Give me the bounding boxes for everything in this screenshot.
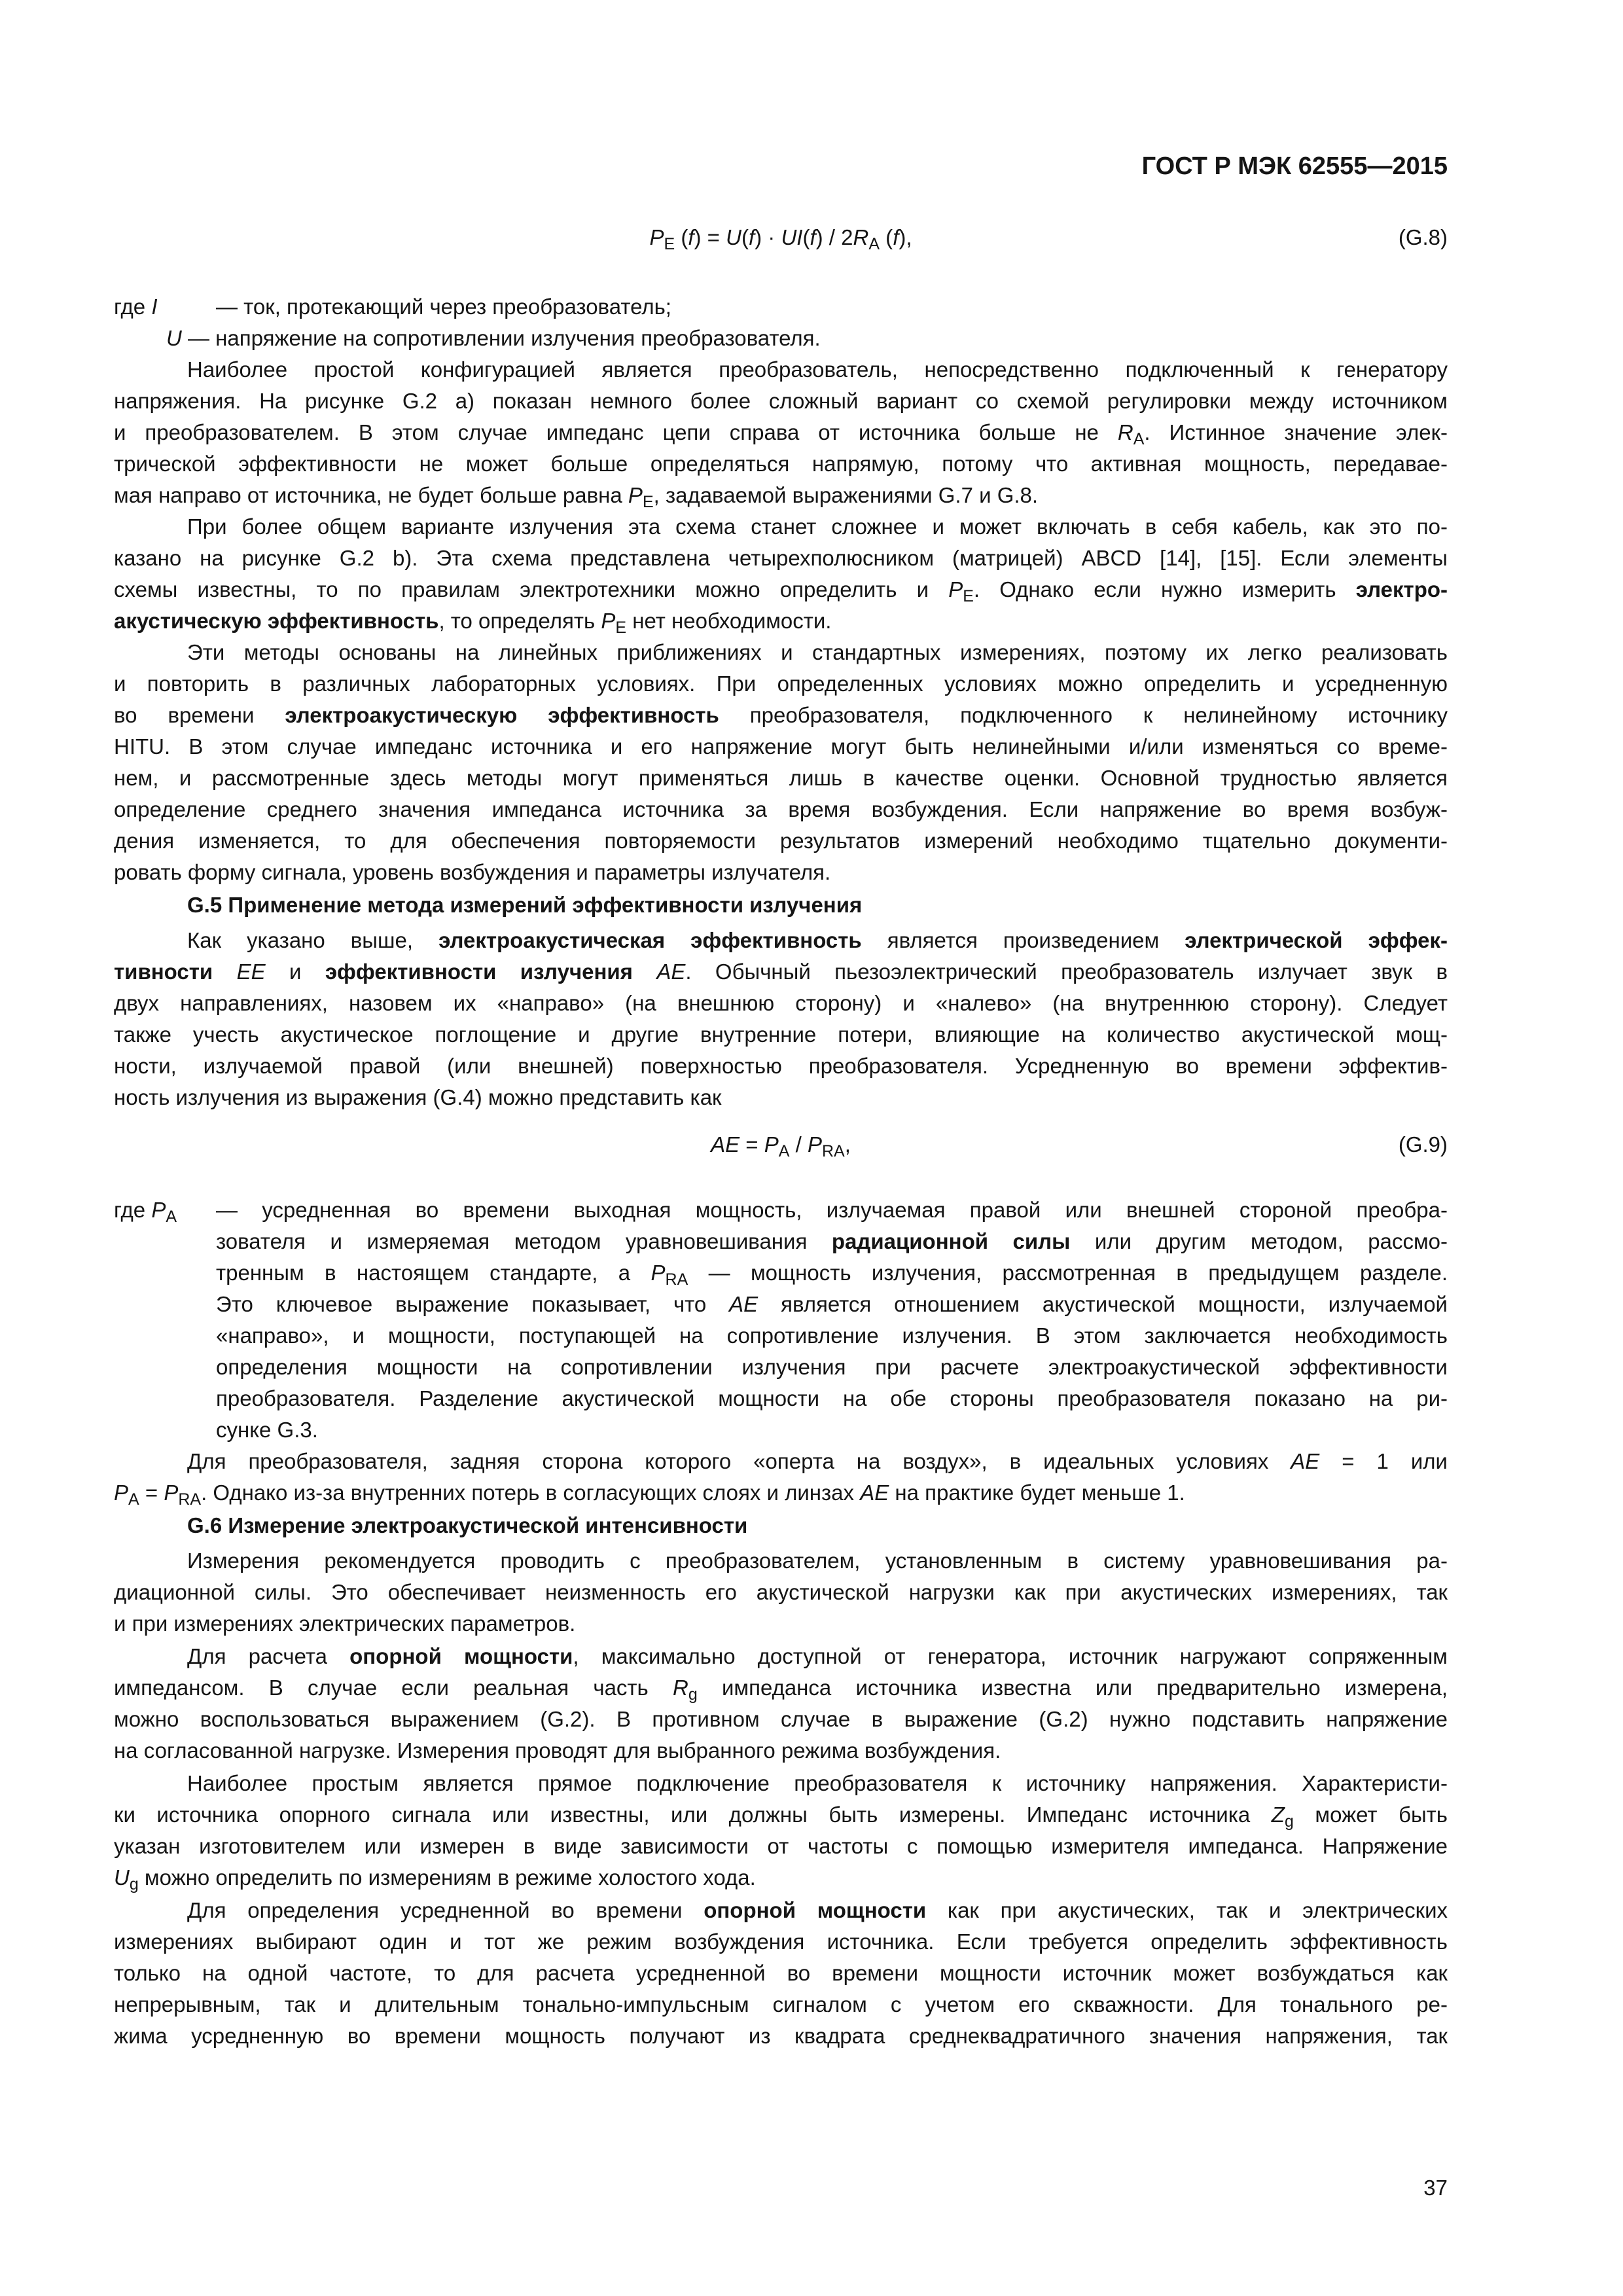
para4-line-2: тивности EE и эффективности излучения AE. Обычный пьезоэлектрический преобразователь излучает звук в (114, 960, 1448, 984)
para2-line-4: акустическую эффективность, то определять $P_E$ нет необходимости. (114, 609, 832, 636)
para9-line-5: жима усредненную во времени мощность получают из квадрата среднеквадратичного значения напряжения, так (114, 2024, 1448, 2048)
where-g9-line-7: преобразователя. Разделение акустической мощности на обе стороны преобразователя показано на ри- (216, 1386, 1448, 1410)
where-g9-symbol: где $P_A$ (114, 1198, 177, 1226)
section-g5-heading: G.5 Применение метода измерений эффективности излучения (187, 893, 863, 917)
para2-line-3: схемы известны, то по правилам электротехники можно определить и $P_E$. Однако если нужно измерить электро- (114, 577, 1448, 605)
where-g9-line-1: — усредненная во времени выходная мощность, излучаемая правой или внешней стороной преобра- (216, 1198, 1448, 1222)
formula-g9-number: (G.9) (1398, 1132, 1448, 1157)
section-g6-heading: G.6 Измерение электроакустической интенсивности (187, 1513, 748, 1537)
para3-line-8: ровать форму сигнала, уровень возбуждения и параметры излучателя. (114, 860, 831, 884)
para9-line-1: Для определения усредненной во времени опорной мощности как при акустических, так и электрических (187, 1898, 1448, 1922)
para1-line-5: мая направо от источника, не будет больше равна $P_E$, задаваемой выражениями G.7 и G.8. (114, 483, 1039, 511)
where-g9-line-3: тренным в настоящем стандарте, а $P_{RA}$ — мощность излучения, рассмотренная в предыдущем разделе. (216, 1261, 1448, 1288)
page-number: 37 (1423, 2176, 1448, 2200)
para1-line-2: напряжения. На рисунке G.2 a) показан немного более сложный вариант со схемой регулировки между источником (114, 389, 1448, 413)
para4-line-5: ности, излучаемой правой (или внешней) поверхностью преобразователя. Усредненную во времени эффектив- (114, 1054, 1448, 1078)
para4-line-4: также учесть акустическое поглощение и другие внутренние потери, влияющие на количество акустической мощ- (114, 1022, 1448, 1047)
para3-line-7: дения изменяется, то для обеспечения повторяемости результатов измерений необходимо тщательно документи- (114, 829, 1448, 853)
para3-line-4: HITU. В этом случае импеданс источника и его напряжение могут быть нелинейными и/или изменяться со време- (114, 734, 1448, 759)
para7-line-3: можно воспользоваться выражением (G.2). В противном случае в выражение (G.2) нужно подставить напряжение (114, 1707, 1448, 1731)
para6-line-3: и при измерениях электрических параметров. (114, 1611, 576, 1636)
para8-line-4: $U_g$ можно определить по измерениям в режиме холостого хода. (114, 1865, 756, 1893)
para9-line-4: непрерывным, так и длительным тонально-импульсным сигналом с учетом его скважности. Для тонального ре- (114, 1992, 1448, 2017)
para6-line-1: Измерения рекомендуется проводить с преобразователем, установленным в систему уравновешивания ра- (187, 1549, 1448, 1573)
para7-line-1: Для расчета опорной мощности, максимально доступной от генератора, источник нагружают сопряженным (187, 1644, 1448, 1668)
para9-line-2: измерениях выбирают один и тот же режим возбуждения источника. Если требуется определить эффективность (114, 1929, 1448, 1954)
formula-g8-number: (G.8) (1398, 225, 1448, 249)
para2-line-2: казано на рисунке G.2 b). Эта схема представлена четырехполюсником (матрицей) ABCD [14], [15]. Если элементы (114, 546, 1448, 570)
para7-line-4: на согласованной нагрузке. Измерения проводят для выбранного режима возбуждения. (114, 1738, 1001, 1763)
para3-line-3: во времени электроакустическую эффективность преобразователя, подключенного к нелинейному источнику (114, 703, 1448, 727)
para3-line-5: нем, и рассмотренные здесь методы могут применяться лишь в качестве оценки. Основной трудностью является (114, 766, 1448, 790)
where-g9-line-5: «направо», и мощности, поступающей на сопротивление излучения. В этом заключается необходимость (216, 1323, 1448, 1348)
para6-line-2: диационной силы. Это обеспечивает неизменность его акустической нагрузки как при акустических измерениях, так (114, 1580, 1448, 1604)
para3-line-6: определение среднего значения импеданса источника за время возбуждения. Если напряжение во время возбуж- (114, 797, 1448, 821)
formula-g8-expression: $P_E$ $(f) = U(f) \cdot UI(f) / 2R_A$ (f), (649, 225, 912, 253)
where-g9-line-2: зователя и измеряемая методом уравновешивания радиационной силы или другим методом, рассмо- (216, 1229, 1448, 1253)
para8-line-3: указан изготовителем или измерен в виде зависимости от частоты с помощью измерителя импеданса. Напряжение (114, 1834, 1448, 1858)
formula-g9 (114, 1128, 1448, 1161)
where-g8-line-2: U — напряжение на сопротивлении излучения преобразователя. (166, 326, 821, 350)
where-g8-line-1: где I (114, 295, 158, 319)
document-header-standard-id: ГОСТ Р МЭК 62555—2015 (1141, 152, 1448, 180)
para4-line-3: двух направлениях, назовем их «направо» (на внешнюю сторону) и «налево» (на внутреннюю сторону). Следует (114, 991, 1448, 1015)
where-g9-line-8: сунке G.3. (216, 1418, 318, 1442)
para1-line-1: Наиболее простой конфигурацией является преобразователь, непосредственно подключенный к генератору (187, 357, 1448, 382)
para5-line-1: Для преобразователя, задняя сторона которого «оперта на воздух», в идеальных условиях AE = 1 или (187, 1449, 1448, 1473)
para8-line-1: Наиболее простым является прямое подключение преобразователя к источнику напряжения. Характеристи- (187, 1771, 1448, 1795)
formula-g9-expression: AE = $P_A / P_{RA}$, (711, 1132, 851, 1160)
para9-line-3: только на одной частоте, то для расчета усредненной во времени мощности источник может возбуждаться как (114, 1961, 1448, 1985)
para1-line-3: и преобразователем. В этом случае импеданс цепи справа от источника больше не $R_A$. Истинное значение элек- (114, 420, 1448, 448)
formula-g8 (114, 221, 1448, 254)
para3-line-1: Эти методы основаны на линейных приближениях и стандартных измерениях, поэтому их легко реализовать (187, 640, 1448, 664)
para7-line-2: импедансом. В случае если реальная часть $R_g$ импеданса источника известна или предварительно измерена, (114, 1676, 1448, 1703)
para8-line-2: ки источника опорного сигнала или известны, или должны быть измерены. Импеданс источника $Z_g$ может быть (114, 1803, 1448, 1830)
para1-line-4: трической эффективности не может больше определяться напрямую, потому что активная мощность, передавае- (114, 452, 1448, 476)
para4-line-1: Как указано выше, электроакустическая эффективность является произведением электрической эффек- (187, 928, 1448, 952)
where-g9-line-6: определения мощности на сопротивлении излучения при расчете электроакустической эффективности (216, 1355, 1448, 1379)
para2-line-1: При более общем варианте излучения эта схема станет сложнее и может включать в себя кабель, как это по- (187, 514, 1448, 539)
para3-line-2: и повторить в различных лабораторных условиях. При определенных условиях можно определить и усредненную (114, 672, 1448, 696)
para5-line-2: $P_A = P_{RA}$. Однако из-за внутренних потерь в согласующих слоях и линзах AE на практике будет меньше 1. (114, 1480, 1185, 1508)
para4-line-6: ность излучения из выражения (G.4) можно представить как (114, 1085, 722, 1109)
where-g9-line-4: Это ключевое выражение показывает, что AE является отношением акустической мощности, излучаемой (216, 1292, 1448, 1316)
where-g8-def-i: — ток, протекающий через преобразователь; (216, 295, 671, 319)
